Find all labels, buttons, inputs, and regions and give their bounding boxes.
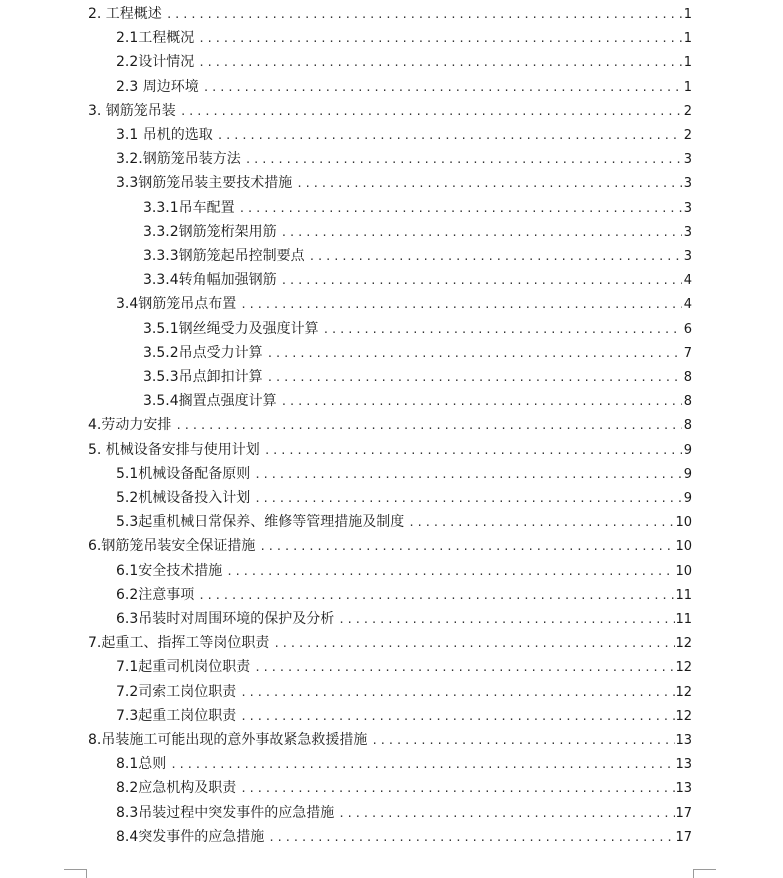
- toc-dot-leader: [173, 414, 682, 438]
- toc-entry-page-number: 8: [683, 418, 692, 434]
- toc-entry-title: 3. 钢筋笼吊装: [88, 102, 176, 119]
- toc-entry[interactable]: [116, 655, 692, 679]
- toc-entry-title: 6.2注意事项: [116, 586, 195, 603]
- toc-dot-leader: [271, 632, 675, 656]
- toc-dot-leader: [252, 656, 675, 680]
- toc-dot-leader: [266, 826, 675, 850]
- toc-entry-title: 3.3.2钢筋笼桁架用筋: [143, 223, 277, 240]
- toc-entry-page-number: 17: [675, 829, 692, 845]
- toc-entry-title: 2. 工程概述: [88, 6, 162, 22]
- toc-dot-leader: [252, 463, 682, 487]
- toc-entry-title: 7.1起重司机岗位职责: [116, 659, 251, 676]
- toc-entry-page-number: 12: [675, 684, 692, 700]
- toc-entry-title: 6.1安全技术措施: [116, 562, 223, 579]
- toc-entry[interactable]: [88, 631, 692, 655]
- toc-dot-leader: [279, 269, 682, 293]
- toc-entry-title: 3.3钢筋笼吊装主要技术措施: [116, 175, 293, 192]
- toc-entry-page-number: 9: [683, 442, 692, 458]
- toc-entry[interactable]: [143, 244, 692, 268]
- toc-entry-page-number: 7: [683, 345, 692, 361]
- toc-entry[interactable]: [116, 292, 692, 316]
- toc-entry[interactable]: [143, 196, 692, 220]
- toc-entry[interactable]: [116, 704, 692, 728]
- toc-entry-page-number: 13: [675, 733, 692, 748]
- toc-entry[interactable]: [116, 752, 692, 776]
- toc-entry-title: 3.3.1吊车配置: [143, 199, 235, 216]
- toc-dot-leader: [196, 51, 682, 75]
- toc-entry[interactable]: [88, 2, 692, 26]
- toc-entry-page-number: 17: [675, 805, 692, 821]
- toc-dot-leader: [215, 124, 682, 148]
- toc-entry-title: 7.起重工、指挥工等岗位职责: [88, 635, 270, 652]
- toc-dot-leader: [243, 148, 682, 172]
- toc-entry[interactable]: [143, 268, 692, 292]
- toc-entry-page-number: 3: [683, 249, 692, 264]
- toc-dot-leader: [369, 729, 675, 753]
- toc-entry-page-number: 9: [683, 466, 692, 482]
- toc-entry-page-number: 12: [675, 660, 692, 676]
- toc-entry[interactable]: [116, 607, 692, 631]
- toc-dot-leader: [336, 608, 675, 632]
- toc-dot-leader: [279, 221, 682, 245]
- toc-entry[interactable]: [116, 510, 692, 534]
- toc-entry-page-number: 8: [683, 370, 692, 385]
- toc-entry-title: 8.1总则: [116, 756, 167, 773]
- toc-entry[interactable]: [116, 559, 692, 583]
- toc-dot-leader: [238, 293, 682, 317]
- toc-dot-leader: [178, 100, 682, 124]
- toc-entry-title: 4.劳动力安排: [88, 417, 172, 434]
- toc-entry-page-number: 1: [683, 55, 692, 71]
- toc-entry-page-number: 2: [683, 103, 692, 119]
- toc-dot-leader: [294, 172, 682, 196]
- toc-entry-title: 8.4突发事件的应急措施: [116, 828, 265, 845]
- toc-entry-page-number: 1: [683, 7, 692, 22]
- toc-entry[interactable]: [88, 534, 692, 558]
- toc-dot-leader: [321, 318, 682, 342]
- toc-entry-title: 5.1机械设备配备原则: [116, 465, 251, 482]
- toc-entry-page-number: 4: [683, 297, 692, 313]
- toc-entry-page-number: 3: [683, 224, 692, 240]
- toc-entry-page-number: 1: [683, 79, 692, 95]
- toc-entry-title: 3.5.2吊点受力计算: [143, 344, 263, 361]
- toc-entry[interactable]: [116, 147, 692, 171]
- toc-entry-page-number: 6: [683, 321, 692, 337]
- toc-entry[interactable]: [143, 317, 692, 341]
- toc-entry[interactable]: [116, 171, 692, 195]
- toc-entry-title: 6.钢筋笼吊装安全保证措施: [88, 538, 256, 555]
- toc-entry-page-number: 13: [675, 757, 692, 773]
- toc-entry-page-number: 2: [683, 128, 692, 143]
- toc-entry-title: 7.3起重工岗位职责: [116, 707, 237, 724]
- toc-entry[interactable]: [143, 365, 692, 389]
- toc-entry-title: 8.2应急机构及职责: [116, 780, 237, 797]
- toc-entry[interactable]: [116, 75, 692, 99]
- toc-entry-page-number: 10: [675, 515, 692, 531]
- toc-entry-title: 2.1工程概况: [116, 30, 195, 47]
- toc-entry[interactable]: [116, 26, 692, 50]
- toc-dot-leader: [279, 390, 682, 414]
- toc-entry-page-number: 3: [683, 152, 692, 168]
- toc-dot-leader: [265, 342, 682, 366]
- toc-entry-page-number: 1: [683, 31, 692, 47]
- toc-dot-leader: [164, 3, 682, 27]
- toc-entry[interactable]: [143, 341, 692, 365]
- toc-entry-title: 7.2司索工岗位职责: [116, 683, 237, 700]
- toc-dot-leader: [224, 560, 675, 584]
- toc-entry[interactable]: [116, 825, 692, 849]
- toc-entry-page-number: 10: [675, 563, 692, 579]
- toc-entry-title: 5. 机械设备安排与使用计划: [88, 441, 260, 458]
- toc-entry-page-number: 3: [683, 200, 692, 216]
- toc-dot-leader: [196, 27, 682, 51]
- toc-entry-page-number: 4: [683, 273, 692, 289]
- toc-entry[interactable]: [116, 486, 692, 510]
- toc-entry[interactable]: [116, 776, 692, 800]
- toc-entry-page-number: 8: [683, 394, 692, 410]
- toc-entry-title: 3.3.3钢筋笼起吊控制要点: [143, 248, 305, 264]
- toc-entry[interactable]: [116, 123, 692, 147]
- toc-dot-leader: [237, 197, 682, 221]
- toc-dot-leader: [238, 681, 675, 705]
- toc-entry-page-number: 13: [675, 781, 692, 797]
- toc-dot-leader: [252, 487, 682, 511]
- toc-entry[interactable]: [88, 99, 692, 123]
- toc-dot-leader: [238, 705, 675, 729]
- toc-entry-title: 5.2机械设备投入计划: [116, 490, 251, 506]
- toc-entry[interactable]: [143, 220, 692, 244]
- toc-dot-leader: [262, 439, 682, 463]
- toc-entry-title: 2.2设计情况: [116, 54, 195, 71]
- toc-entry-title: 3.3.4转角幅加强钢筋: [143, 272, 277, 289]
- toc-entry-title: 3.5.1钢丝绳受力及强度计算: [143, 320, 319, 337]
- toc-entry-page-number: 11: [675, 587, 692, 603]
- toc-entry-page-number: 9: [683, 491, 692, 506]
- toc-entry[interactable]: [88, 728, 692, 752]
- toc-entry[interactable]: [88, 438, 692, 462]
- toc-dot-leader: [336, 802, 675, 826]
- toc-entry[interactable]: [116, 583, 692, 607]
- toc-entry[interactable]: [88, 413, 692, 437]
- toc-entry-page-number: 10: [675, 539, 692, 555]
- toc-dot-leader: [168, 753, 675, 777]
- toc-dot-leader: [307, 245, 682, 269]
- toc-dot-leader: [196, 584, 675, 608]
- toc-dot-leader: [201, 76, 682, 100]
- toc-dot-leader: [406, 511, 675, 535]
- toc-dot-leader: [257, 535, 675, 559]
- toc-entry-title: 8.3吊装过程中突发事件的应急措施: [116, 804, 335, 821]
- toc-entry-page-number: 12: [675, 636, 692, 652]
- toc-entry-title: 6.3吊装时对周围环境的保护及分析: [116, 611, 335, 627]
- toc-entry[interactable]: [143, 389, 692, 413]
- toc-entry-title: 2.3 周边环境: [116, 78, 199, 95]
- toc-entry-title: 5.3起重机械日常保养、维修等管理措施及制度: [116, 514, 405, 531]
- toc-dot-leader: [238, 777, 675, 801]
- toc-entry-title: 3.2.钢筋笼吊装方法: [116, 151, 241, 168]
- toc-entry-title: 3.1 吊机的选取: [116, 127, 213, 143]
- toc-entry[interactable]: [116, 680, 692, 704]
- toc-entry-page-number: 12: [675, 708, 692, 724]
- toc-entry[interactable]: [116, 50, 692, 74]
- toc-entry-title: 3.5.4搁置点强度计算: [143, 393, 277, 410]
- toc-entry[interactable]: [116, 462, 692, 486]
- toc-dot-leader: [265, 366, 682, 390]
- toc-entry-title: 3.4钢筋笼吊点布置: [116, 296, 237, 313]
- toc-entry-page-number: 11: [675, 612, 692, 627]
- toc-entry-page-number: 3: [683, 176, 692, 192]
- toc-entry[interactable]: [116, 801, 692, 825]
- toc-entry-title: 3.5.3吊点卸扣计算: [143, 369, 263, 385]
- toc-entry-title: 8.吊装施工可能出现的意外事故紧急救援措施: [88, 732, 368, 748]
